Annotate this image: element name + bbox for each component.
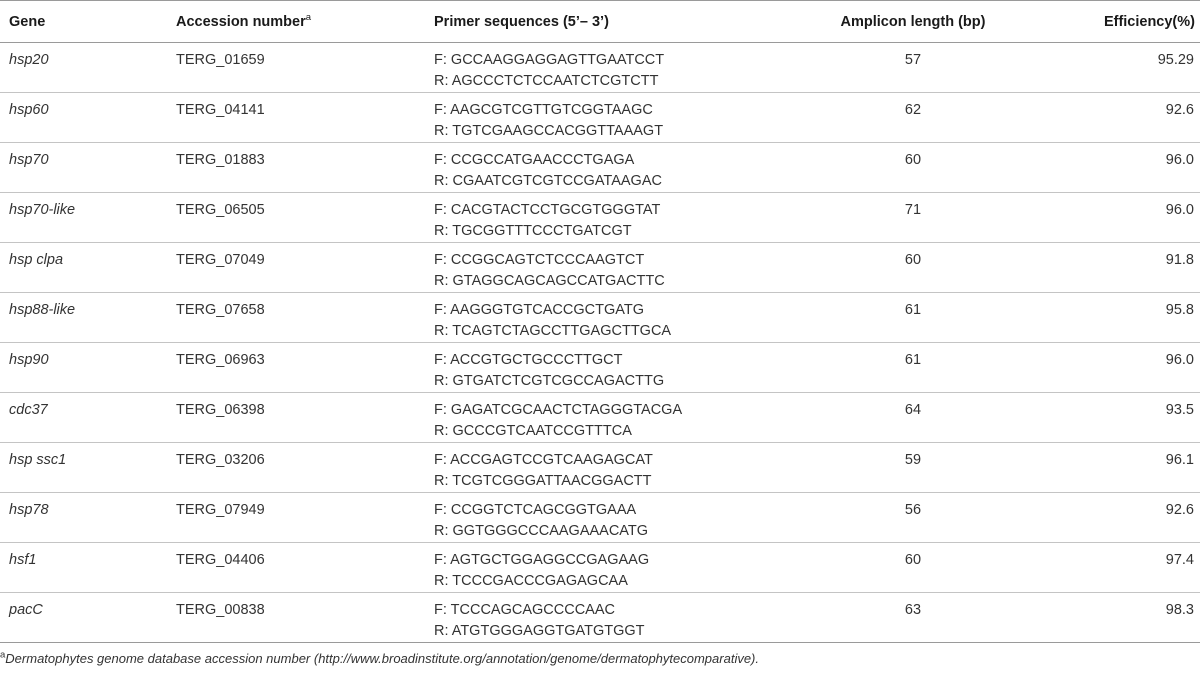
amplicon-cell <box>784 193 1042 243</box>
efficiency-value: 98.3 <box>1165 602 1194 618</box>
primer-pair <box>434 93 784 142</box>
table-row <box>0 343 1200 393</box>
reverse-primer: R: CGAATCGTCGTCCGATAAGAC <box>434 173 662 189</box>
accession-cell <box>176 393 434 443</box>
table-row <box>0 143 1200 193</box>
footnote-text: Dermatophytes genome database accession number (http://www.broadinstitute.org/annotation/genome/dermatophytecomparative). <box>5 651 759 666</box>
amplicon-cell <box>784 43 1042 93</box>
accession-cell <box>176 43 434 93</box>
table-row <box>0 543 1200 593</box>
efficiency-cell <box>1042 293 1200 343</box>
primer-cell <box>434 393 784 443</box>
accession-cell <box>176 293 434 343</box>
efficiency-cell <box>1042 143 1200 193</box>
gene-cell <box>0 343 176 393</box>
primer-pair <box>434 493 784 542</box>
gene-name: pacC <box>9 602 43 618</box>
accession-cell <box>176 143 434 193</box>
header-amplicon: Amplicon length (bp) <box>840 13 986 30</box>
amplicon-cell <box>784 343 1042 393</box>
efficiency-value: 92.6 <box>1165 502 1194 518</box>
efficiency-value: 96.0 <box>1165 152 1194 168</box>
header-row <box>0 1 1200 43</box>
amplicon-length: 57 <box>904 52 922 68</box>
accession-number: TERG_00838 <box>176 602 265 618</box>
reverse-primer: R: TCAGTCTAGCCTTGAGCTTGCA <box>434 323 672 339</box>
gene-cell <box>0 393 176 443</box>
efficiency-value: 95.29 <box>1157 52 1194 68</box>
table-row <box>0 293 1200 343</box>
accession-cell <box>176 493 434 543</box>
primer-pair <box>434 193 784 242</box>
accession-number: TERG_04406 <box>176 552 265 568</box>
amplicon-length: 71 <box>904 202 922 218</box>
gene-cell <box>0 143 176 193</box>
primer-cell <box>434 43 784 93</box>
efficiency-cell <box>1042 443 1200 493</box>
table-row <box>0 393 1200 443</box>
reverse-primer: R: TGCGGTTTCCCTGATCGT <box>434 223 632 239</box>
reverse-primer: R: TGTCGAAGCCACGGTTAAAGT <box>434 123 664 139</box>
footnote-mark: a <box>0 649 6 661</box>
accession-cell <box>176 543 434 593</box>
efficiency-cell <box>1042 593 1200 643</box>
gene-cell <box>0 243 176 293</box>
table-row <box>0 243 1200 293</box>
amplicon-length: 61 <box>904 302 922 318</box>
reverse-primer: R: AGCCCTCTCCAATCTCGTCTT <box>434 73 659 89</box>
efficiency-value: 96.0 <box>1165 352 1194 368</box>
primer-cell <box>434 493 784 543</box>
accession-number: TERG_06398 <box>176 402 265 418</box>
forward-primer: F: GCCAAGGAGGAGTTGAATCCT <box>434 52 665 68</box>
amplicon-length: 61 <box>904 352 922 368</box>
accession-cell <box>176 243 434 293</box>
amplicon-cell <box>784 293 1042 343</box>
amplicon-length: 60 <box>904 152 922 168</box>
header-efficiency: Efficiency(%) <box>1103 13 1195 30</box>
efficiency-value: 92.6 <box>1165 102 1194 118</box>
amplicon-length: 60 <box>904 252 922 268</box>
efficiency-value: 96.0 <box>1165 202 1194 218</box>
table-row <box>0 93 1200 143</box>
table-row <box>0 493 1200 543</box>
efficiency-cell <box>1042 393 1200 443</box>
forward-primer: F: CCGCCATGAACCCTGAGA <box>434 152 635 168</box>
reverse-primer: R: TCCCGACCCGAGAGCAA <box>434 573 628 589</box>
amplicon-cell <box>784 393 1042 443</box>
efficiency-value: 96.1 <box>1165 452 1194 468</box>
gene-cell <box>0 93 176 143</box>
accession-cell <box>176 93 434 143</box>
reverse-primer: R: GTAGGCAGCAGCCATGACTTC <box>434 273 665 289</box>
accession-number: TERG_06505 <box>176 202 265 218</box>
forward-primer: F: AAGGGTGTCACCGCTGATG <box>434 302 644 318</box>
primer-cell <box>434 343 784 393</box>
gene-cell <box>0 543 176 593</box>
gene-cell <box>0 293 176 343</box>
efficiency-value: 97.4 <box>1165 552 1194 568</box>
header-accession <box>176 1 434 43</box>
efficiency-value: 95.8 <box>1165 302 1194 318</box>
primer-cell <box>434 593 784 643</box>
accession-number: TERG_03206 <box>176 452 265 468</box>
header-primer: Primer sequences (5’– 3’) <box>434 13 609 30</box>
primer-cell <box>434 243 784 293</box>
table-header <box>0 1 1200 43</box>
accession-number: TERG_07949 <box>176 502 265 518</box>
header-accession-footnote-mark: a <box>305 11 312 23</box>
forward-primer: F: TCCCAGCAGCCCCAAC <box>434 602 615 618</box>
amplicon-cell <box>784 93 1042 143</box>
accession-cell <box>176 593 434 643</box>
table-row <box>0 193 1200 243</box>
primer-pair <box>434 243 784 292</box>
forward-primer: F: ACCGAGTCCGTCAAGAGCAT <box>434 452 653 468</box>
reverse-primer: R: GCCCGTCAATCCGTTTCA <box>434 423 632 439</box>
table-body <box>0 43 1200 643</box>
gene-name: hsp88-like <box>9 302 76 318</box>
forward-primer: F: AGTGCTGGAGGCCGAGAAG <box>434 552 650 568</box>
gene-name: hsp clpa <box>9 252 64 268</box>
amplicon-length: 56 <box>904 502 922 518</box>
primer-pair <box>434 543 784 592</box>
accession-number: TERG_04141 <box>176 102 265 118</box>
forward-primer: F: CACGTACTCCTGCGTGGGTAT <box>434 202 661 218</box>
amplicon-cell <box>784 543 1042 593</box>
primer-pair <box>434 593 784 642</box>
gene-name: hsp78 <box>9 502 49 518</box>
reverse-primer: R: TCGTCGGGATTAACGGACTT <box>434 473 652 489</box>
header-accession-label: Accession number <box>176 13 306 30</box>
header-gene: Gene <box>9 13 46 30</box>
table-row <box>0 443 1200 493</box>
gene-name: hsf1 <box>9 552 37 568</box>
primer-pair <box>434 393 784 442</box>
gene-name: cdc37 <box>9 402 48 418</box>
efficiency-cell <box>1042 243 1200 293</box>
reverse-primer: R: ATGTGGGAGGTGATGTGGT <box>434 623 645 639</box>
accession-cell <box>176 193 434 243</box>
primer-cell <box>434 293 784 343</box>
primer-pair <box>434 143 784 192</box>
primer-cell <box>434 193 784 243</box>
gene-name: hsp20 <box>9 52 49 68</box>
amplicon-cell <box>784 493 1042 543</box>
amplicon-length: 59 <box>904 452 922 468</box>
primer-pair <box>434 43 784 92</box>
primer-cell <box>434 93 784 143</box>
efficiency-cell <box>1042 343 1200 393</box>
accession-cell <box>176 343 434 393</box>
gene-cell <box>0 193 176 243</box>
accession-number: TERG_01659 <box>176 52 265 68</box>
gene-cell <box>0 443 176 493</box>
primer-cell <box>434 143 784 193</box>
amplicon-length: 60 <box>904 552 922 568</box>
accession-number: TERG_07658 <box>176 302 265 318</box>
primer-cell <box>434 443 784 493</box>
efficiency-cell <box>1042 193 1200 243</box>
forward-primer: F: AAGCGTCGTTGTCGGTAAGC <box>434 102 653 118</box>
efficiency-cell <box>1042 43 1200 93</box>
primer-pair <box>434 443 784 492</box>
primer-pair <box>434 293 784 342</box>
efficiency-cell <box>1042 543 1200 593</box>
accession-number: TERG_07049 <box>176 252 265 268</box>
gene-name: hsp70-like <box>9 202 76 218</box>
table-footnote <box>0 651 759 666</box>
primer-cell <box>434 543 784 593</box>
table-row <box>0 43 1200 93</box>
gene-name: hsp90 <box>9 352 49 368</box>
efficiency-value: 91.8 <box>1165 252 1194 268</box>
amplicon-cell <box>784 443 1042 493</box>
amplicon-cell <box>784 143 1042 193</box>
amplicon-length: 63 <box>904 602 922 618</box>
gene-cell <box>0 43 176 93</box>
primer-pair <box>434 343 784 392</box>
efficiency-value: 93.5 <box>1165 402 1194 418</box>
reverse-primer: R: GTGATCTCGTCGCCAGACTTG <box>434 373 665 389</box>
forward-primer: F: CCGGCAGTCTCCCAAGTCT <box>434 252 645 268</box>
gene-cell <box>0 593 176 643</box>
efficiency-cell <box>1042 93 1200 143</box>
amplicon-cell <box>784 243 1042 293</box>
table-row <box>0 593 1200 643</box>
gene-name: hsp70 <box>9 152 49 168</box>
efficiency-cell <box>1042 493 1200 543</box>
forward-primer: F: GAGATCGCAACTCTAGGGTACGA <box>434 402 683 418</box>
forward-primer: F: ACCGTGCTGCCCTTGCT <box>434 352 623 368</box>
amplicon-length: 64 <box>904 402 922 418</box>
amplicon-length: 62 <box>904 102 922 118</box>
forward-primer: F: CCGGTCTCAGCGGTGAAA <box>434 502 637 518</box>
reverse-primer: R: GGTGGGCCCAAGAAACATG <box>434 523 649 539</box>
accession-number: TERG_01883 <box>176 152 265 168</box>
amplicon-cell <box>784 593 1042 643</box>
accession-cell <box>176 443 434 493</box>
gene-name: hsp ssc1 <box>9 452 67 468</box>
gene-name: hsp60 <box>9 102 49 118</box>
accession-number: TERG_06963 <box>176 352 265 368</box>
gene-cell <box>0 493 176 543</box>
